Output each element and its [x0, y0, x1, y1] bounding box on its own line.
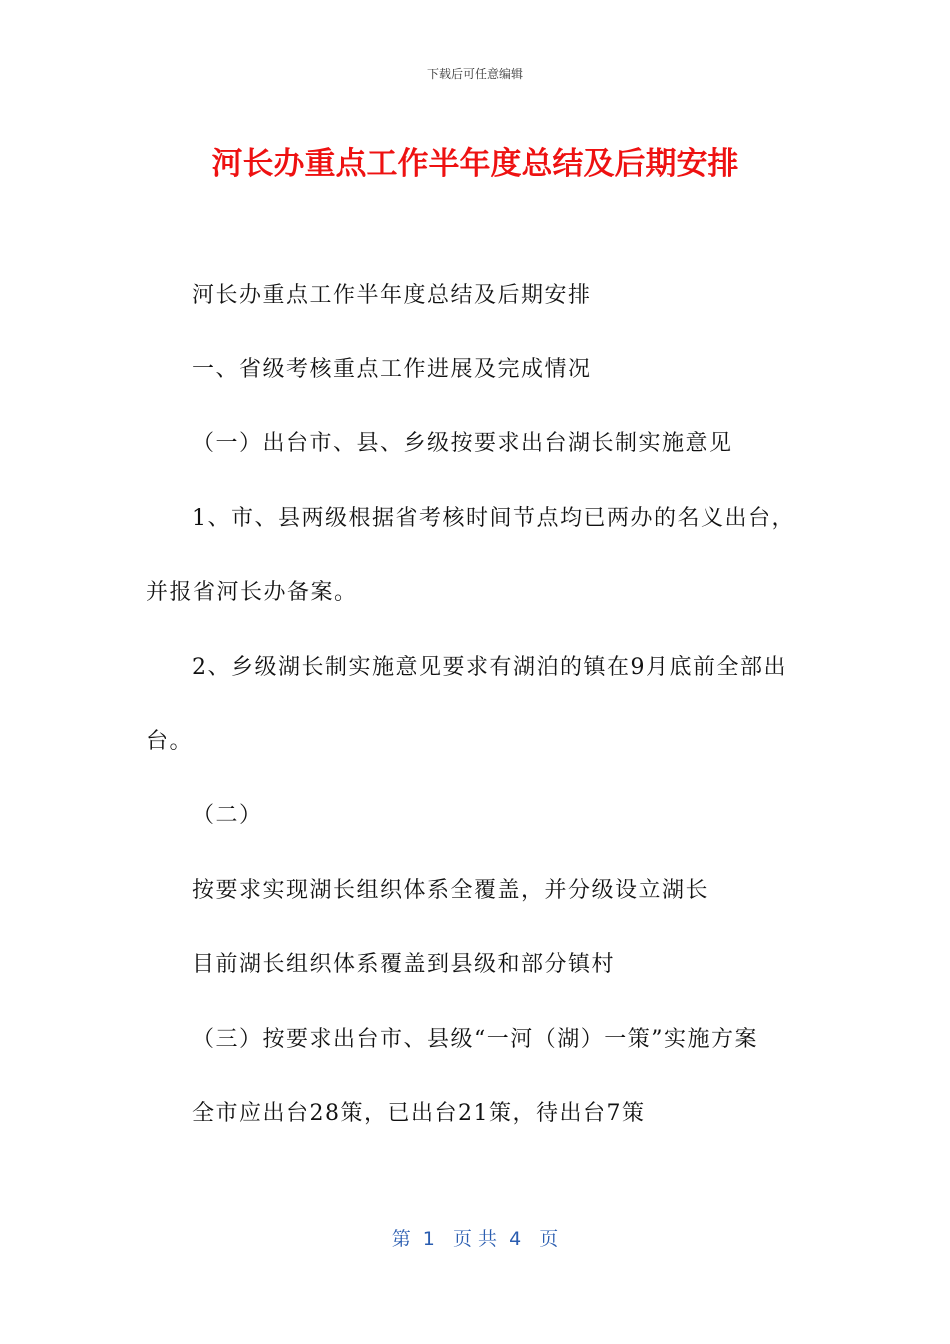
page-header-note: 下载后可任意编辑	[426, 67, 523, 81]
paragraph-section-one: 一、省级考核重点工作进展及完成情况	[192, 357, 592, 382]
paragraph-subsection-three: （三）按要求出台市、县级“一河（湖）一策”实施方案	[192, 1027, 758, 1052]
page-number-footer: 第 1 页 共 4 页	[391, 1228, 559, 1250]
paragraph-subsection-two: （二）	[192, 803, 263, 828]
paragraph-doc-heading: 河长办重点工作半年度总结及后期安排	[192, 283, 592, 308]
paragraph-item-1-line-1: 1、市、县两级根据省考核时间节点均已两办的名义出台，	[192, 506, 795, 531]
paragraph-subsection-one: （一）出台市、县、乡级按要求出台湖长制实施意见	[192, 431, 733, 456]
paragraph-plan-counts: 全市应出台28策，已出台21策，待出台7策	[192, 1101, 646, 1126]
paragraph-item-2-line-1: 2、乡级湖长制实施意见要求有湖泊的镇在9月底前全部出	[192, 655, 787, 680]
paragraph-coverage-status: 目前湖长组织体系覆盖到县级和部分镇村	[192, 952, 616, 977]
paragraph-item-2-line-2: 台。	[146, 729, 194, 754]
document-title: 河长办重点工作半年度总结及后期安排	[211, 146, 739, 182]
paragraph-item-1-line-2: 并报省河长办备案。	[146, 580, 358, 605]
paragraph-coverage-requirement: 按要求实现湖长组织体系全覆盖，并分级设立湖长	[192, 878, 710, 903]
